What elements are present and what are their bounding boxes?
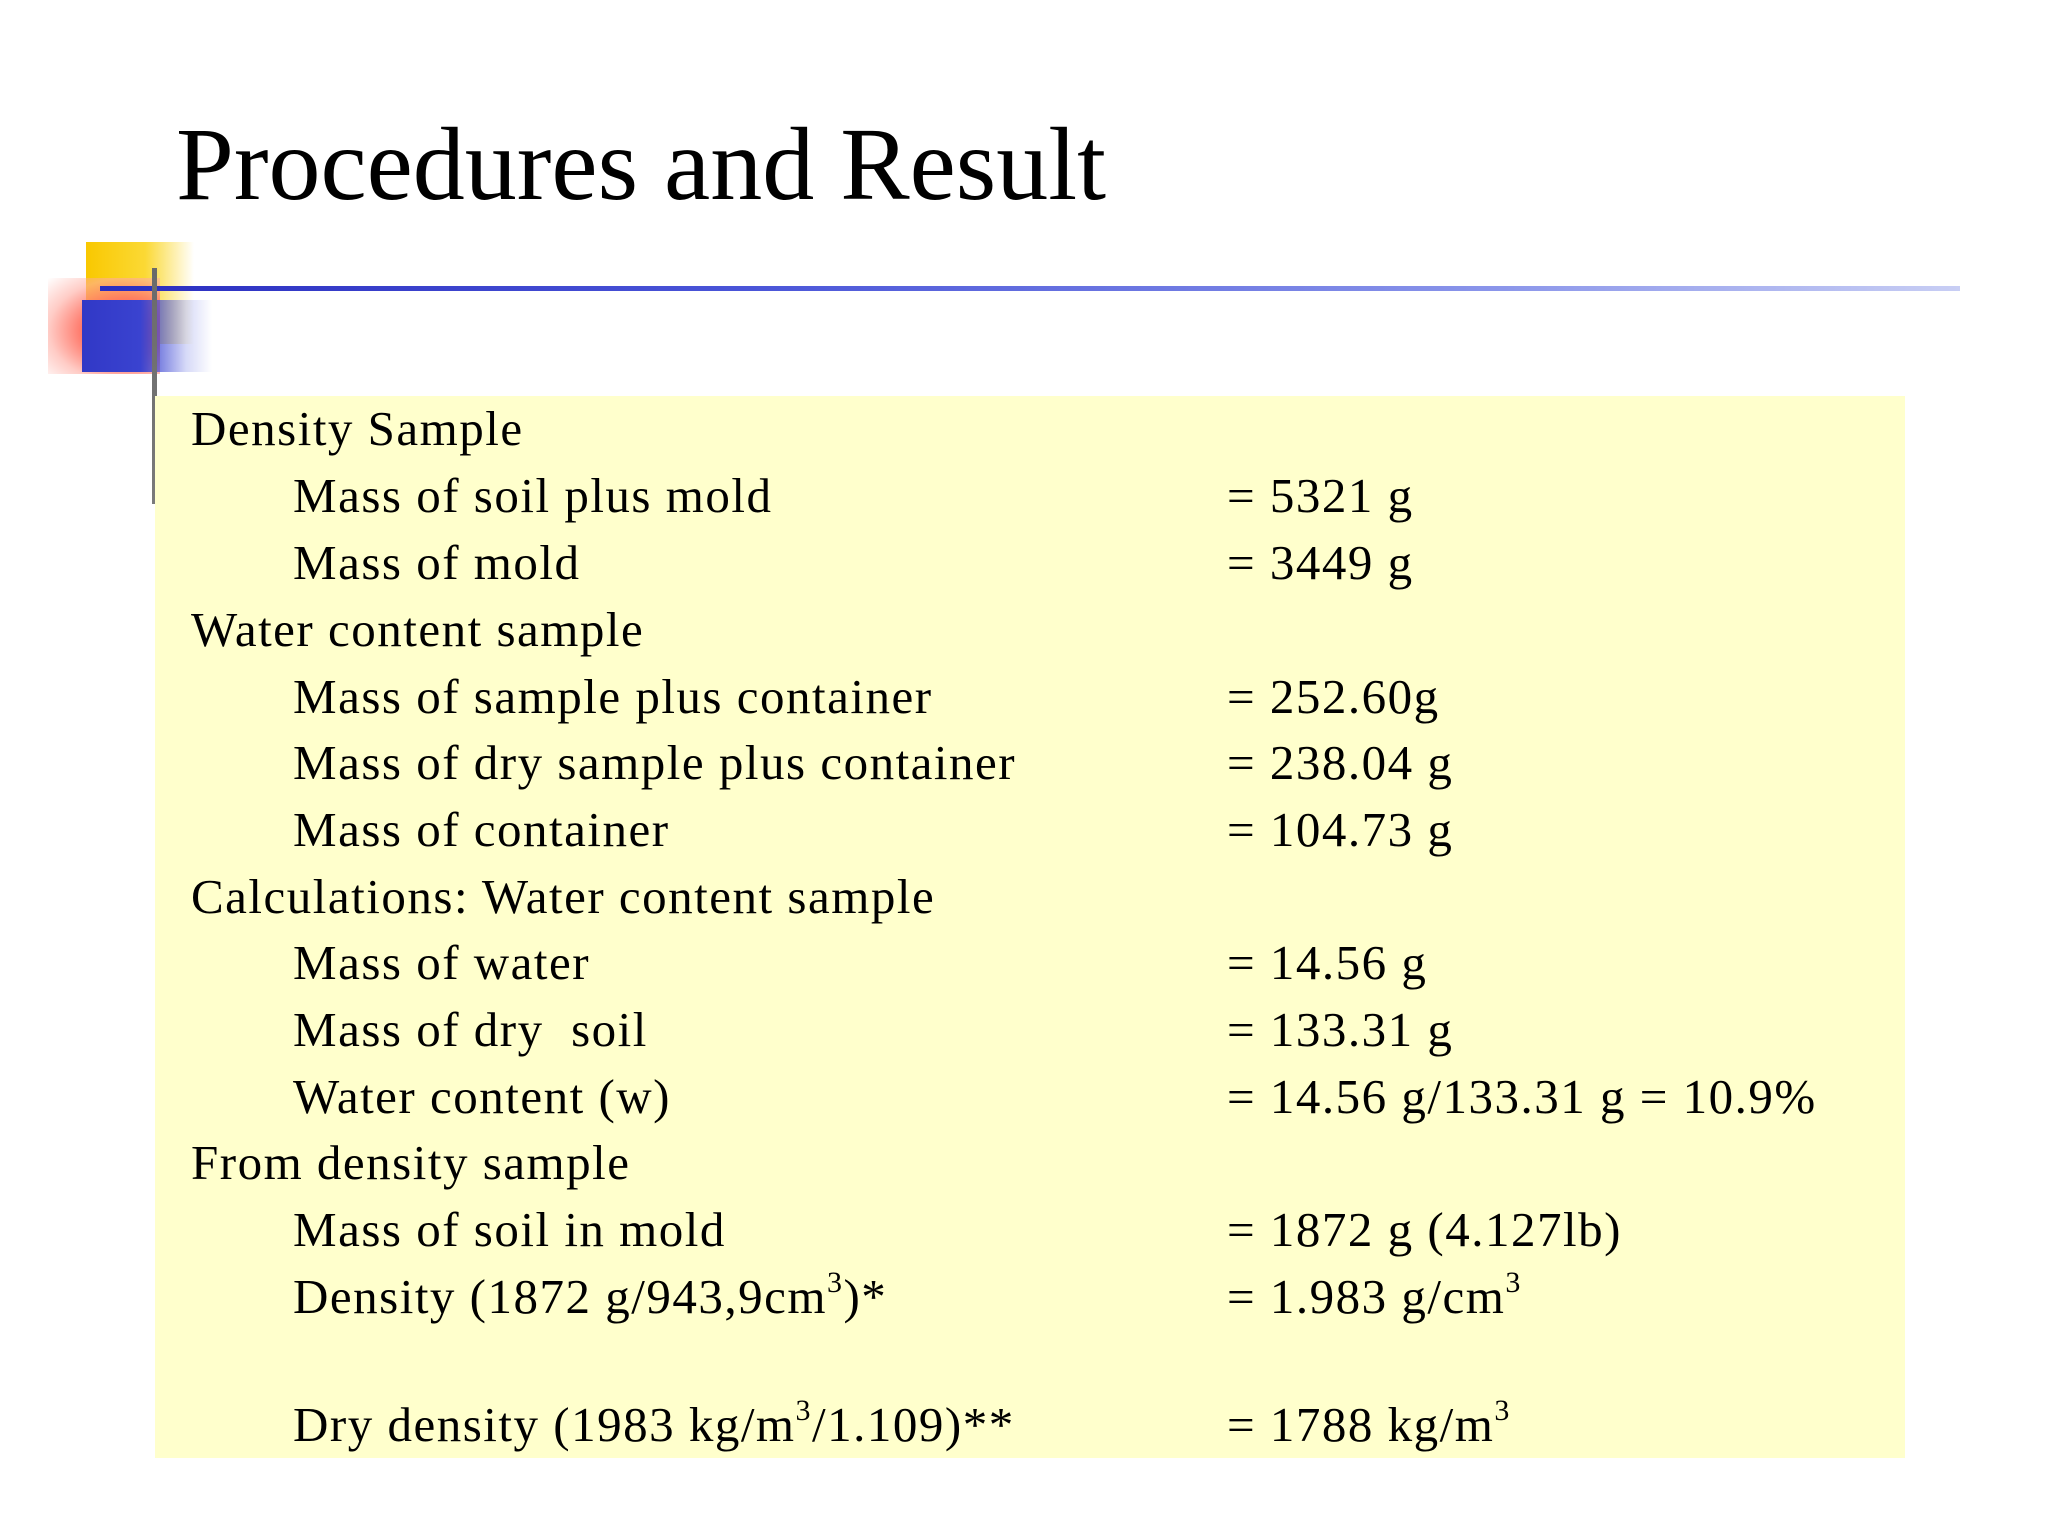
row-label: Density Sample [191,401,524,456]
density-value-text: = 1.983 g/cm [1227,1269,1506,1324]
slide-title: Procedures and Result [176,107,1107,222]
row-value: = 252.60g [1227,669,1440,724]
row-label: Mass of soil plus mold [293,468,773,523]
row-value: = 104.73 g [1227,802,1454,857]
dry-density-label-superscript: 3 [795,1393,813,1427]
results-panel [155,396,1905,1458]
row-value [1227,1265,1522,1325]
row-label: Water content (w) [293,1069,671,1124]
density-label-text: Density (1872 g/943,9cm [293,1269,827,1324]
row-label: Mass of dry soil [293,1002,648,1057]
row-value: = 14.56 g/133.31 g = 10.9% [1227,1069,1817,1124]
dry-density-label-text: Dry density (1983 kg/m [293,1397,796,1452]
row-label [293,1265,888,1325]
row-mass-mold [155,534,1905,600]
section-heading-calculations [155,868,1905,934]
row-mass-dry-soil [155,1001,1905,1067]
row-label: Mass of soil in mold [293,1202,726,1257]
row-value: = 5321 g [1227,468,1414,523]
row-label: Calculations: Water content sample [191,869,936,924]
density-label-suffix: )* [843,1269,888,1324]
section-heading-density-sample [155,400,1905,466]
title-underline [100,286,1960,291]
row-value: = 1872 g (4.127lb) [1227,1202,1622,1257]
row-mass-soil-plus-mold [155,467,1905,533]
row-value: = 14.56 g [1227,935,1428,990]
row-label: Mass of water [293,935,591,990]
row-value: = 238.04 g [1227,735,1454,790]
row-label: Mass of dry sample plus container [293,735,1017,790]
row-value [1227,1393,1511,1453]
density-label-superscript: 3 [826,1265,844,1299]
row-label: Mass of container [293,802,670,857]
row-mass-container [155,801,1905,867]
row-label: From density sample [191,1135,631,1190]
row-value: = 133.31 g [1227,1002,1454,1057]
row-dry-density [155,1393,1905,1462]
section-heading-from-density-sample [155,1134,1905,1200]
row-density [155,1265,1905,1334]
dry-density-label-suffix: /1.109)** [812,1397,1015,1452]
row-label: Water content sample [191,602,645,657]
density-value-superscript: 3 [1505,1265,1522,1299]
row-mass-sample-plus-container [155,668,1905,734]
row-mass-water [155,934,1905,1000]
row-mass-dry-sample-plus-container [155,734,1905,800]
row-value: = 3449 g [1227,535,1414,590]
row-label: Mass of sample plus container [293,669,933,724]
dry-density-value-superscript: 3 [1494,1393,1511,1427]
row-label: Mass of mold [293,535,581,590]
dry-density-value-text: = 1788 kg/m [1227,1397,1495,1452]
decorative-blue-square [82,300,212,372]
section-heading-water-content-sample [155,601,1905,667]
row-label [293,1393,1015,1453]
row-mass-soil-in-mold [155,1201,1905,1267]
row-water-content [155,1068,1905,1134]
